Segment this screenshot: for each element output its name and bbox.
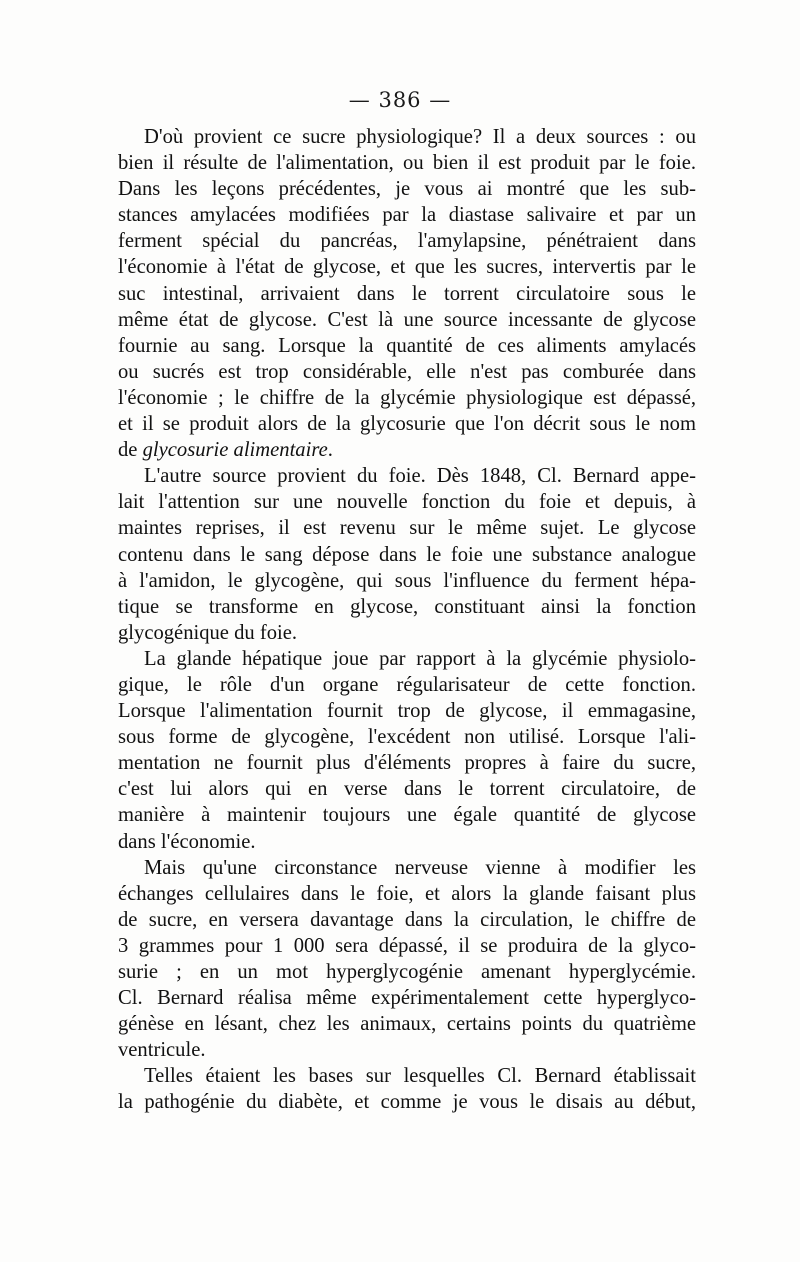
paragraph-3 bbox=[118, 646, 696, 855]
text-line: l'économie ; le chiffre de la glycémie physiologique est dépassé, bbox=[118, 386, 696, 409]
body-text bbox=[118, 124, 696, 1116]
text-line: suc intestinal, arrivaient dans le torrent circulatoire sous le bbox=[118, 282, 696, 305]
text-line: sous forme de glycogène, l'excédent non utilisé. Lorsque l'ali- bbox=[118, 726, 696, 749]
text-line: contenu dans le sang dépose dans le foie une substance analogue bbox=[118, 543, 696, 566]
text-line: génèse en lésant, chez les animaux, certains points du quatrième bbox=[118, 1013, 696, 1036]
text-line: Dans les leçons précédentes, je vous ai montré que les sub- bbox=[118, 178, 696, 201]
text-line: et il se produit alors de la glycosurie que l'on décrit sous le nom bbox=[118, 413, 696, 436]
text-line: c'est lui alors qui en verse dans le torrent circulatoire, de bbox=[118, 778, 696, 801]
text-line: même état de glycose. C'est là une source incessante de glycose bbox=[118, 308, 696, 331]
text-line: D'où provient ce sucre physiologique? Il a deux sources : ou bbox=[144, 126, 696, 148]
text-line: fournie au sang. Lorsque la quantité de ces aliments amylacés bbox=[118, 334, 696, 357]
text-line: ventricule. bbox=[118, 1039, 206, 1062]
text-line: bien il résulte de l'alimentation, ou bien il est produit par le foie. bbox=[118, 152, 696, 175]
text-line: la pathogénie du diabète, et comme je vous le disais au début, bbox=[118, 1091, 696, 1114]
text-line: gique, le rôle d'un organe régularisateur de cette fonction. bbox=[118, 673, 696, 696]
text-line: surie ; en un mot hyperglycogénie amenant hyperglycémie. bbox=[118, 961, 696, 983]
paragraph-4 bbox=[118, 855, 696, 1064]
text-line: glycogénique du foie. bbox=[118, 621, 297, 644]
text-line: stances amylacées modifiées par la diastase salivaire et par un bbox=[118, 204, 696, 227]
text-line: La glande hépatique joue par rapport à la glycémie physiolo- bbox=[144, 647, 696, 670]
text-line: Cl. Bernard réalisa même expérimentalement cette hyperglyco- bbox=[118, 987, 696, 1010]
text-line: dans l'économie. bbox=[118, 830, 256, 853]
text-line: maintes reprises, il est revenu sur le même sujet. Le glycose bbox=[118, 517, 696, 540]
text-line: lait l'attention sur une nouvelle fonction du foie et depuis, à bbox=[118, 491, 696, 514]
page-number: — 386 — bbox=[348, 88, 452, 112]
text-fragment: . bbox=[327, 439, 333, 462]
text-line: échanges cellulaires dans le foie, et alors la glande faisant plus bbox=[118, 882, 696, 905]
text-line: ou sucrés est trop considérable, elle n'est pas comburée dans bbox=[118, 360, 696, 383]
text-line: de sucre, en versera davantage dans la circulation, le chiffre de bbox=[118, 908, 696, 931]
text-line: mentation ne fournit plus d'éléments propres à faire du sucre, bbox=[118, 752, 696, 775]
text-line: Mais qu'une circonstance nerveuse vienne à modifier les bbox=[144, 856, 696, 879]
italic-term: glycosurie alimentaire bbox=[142, 439, 328, 462]
text-line: ferment spécial du pancréas, l'amylapsine, pénétraient dans bbox=[118, 230, 696, 253]
paragraph-5 bbox=[118, 1063, 696, 1115]
text-line: Telles étaient les bases sur lesquelles Cl. Bernard établissait bbox=[144, 1065, 696, 1088]
text-line: à l'amidon, le glycogène, qui sous l'influence du ferment hépa- bbox=[118, 569, 696, 592]
paragraph-2 bbox=[118, 463, 696, 646]
text-line: Lorsque l'alimentation fournit trop de glycose, il emmagasine, bbox=[118, 700, 696, 723]
text-fragment: de bbox=[118, 439, 143, 462]
text-line: L'autre source provient du foie. Dès 1848, Cl. Bernard appe- bbox=[144, 465, 696, 488]
text-line: 3 grammes pour 1 000 sera dépassé, il se produira de la glyco- bbox=[118, 934, 696, 957]
text-line: l'économie à l'état de glycose, et que les sucres, intervertis par le bbox=[118, 256, 696, 279]
paragraph-1 bbox=[118, 124, 696, 463]
text-line: tique se transforme en glycose, constituant ainsi la fonction bbox=[118, 595, 696, 618]
text-line: manière à maintenir toujours une égale quantité de glycose bbox=[118, 804, 696, 827]
text-line bbox=[118, 437, 696, 463]
